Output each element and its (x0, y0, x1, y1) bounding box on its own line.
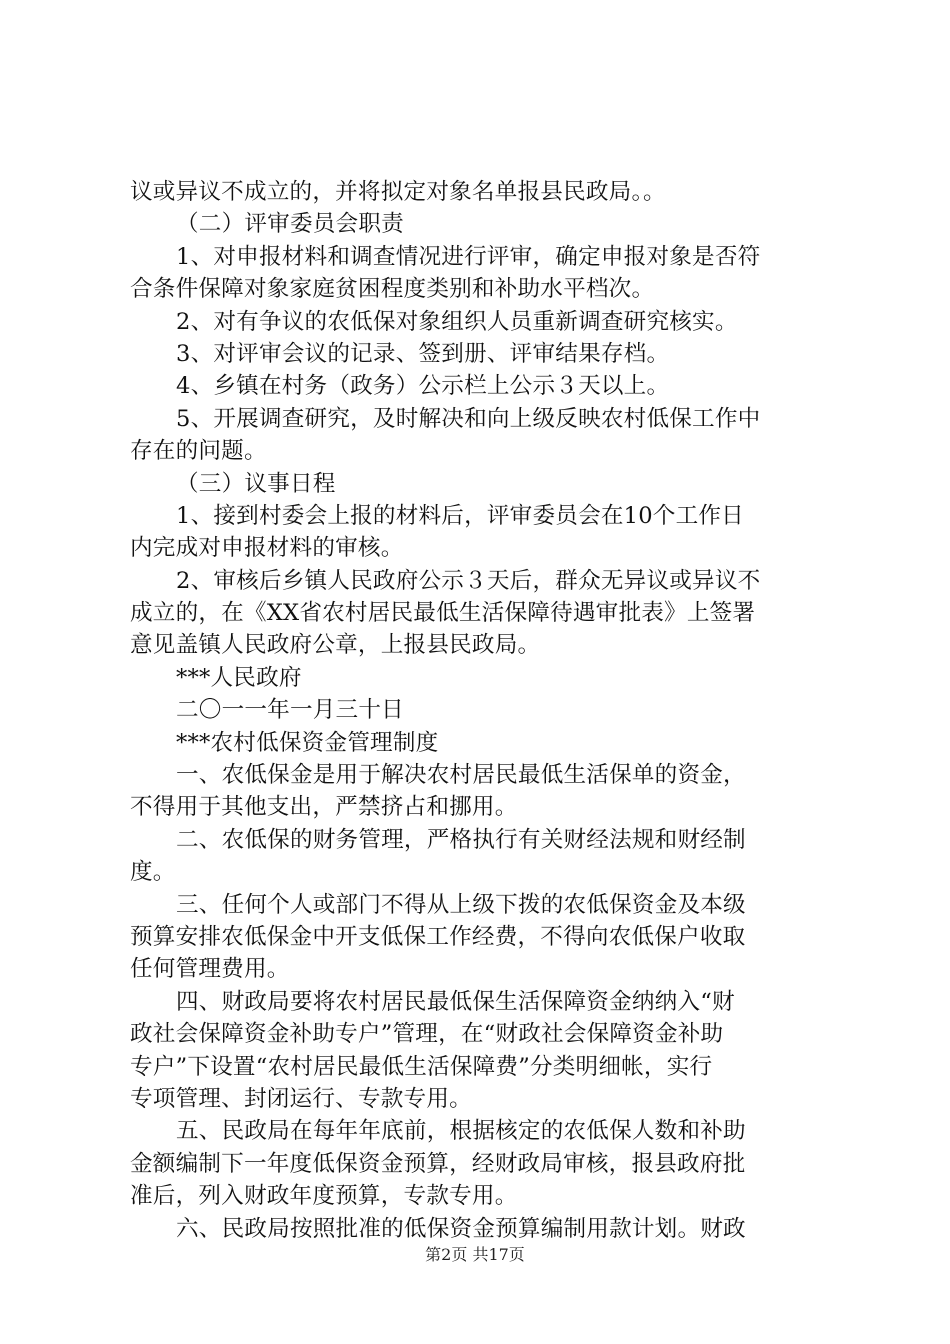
text-line: （三）议事日程 (176, 470, 336, 497)
text-line: 准后，列入财政年度预算，专款专用。 (130, 1183, 518, 1210)
text-line: 五、民政局在每年年底前，根据核定的农低保人数和补助 (176, 1118, 746, 1145)
page-footer: 第2页 共17页 (425, 1245, 525, 1264)
text-line: 三、任何个人或部门不得从上级下拨的农低保资金及本级 (176, 891, 746, 918)
text-line: 意见盖镇人民政府公章，上报县民政局。 (130, 632, 541, 659)
text-line: 2、审核后乡镇人民政府公示３天后，群众无异议或异议不 (176, 567, 761, 594)
text-line: 1、对申报材料和调查情况进行评审，确定申报对象是否符 (176, 243, 761, 270)
text-line: 3、对评审会议的记录、签到册、评审结果存档。 (176, 340, 670, 367)
text-line: 二〇一一年一月三十日 (176, 697, 404, 724)
text-line: ***农村低保资金管理制度 (176, 729, 439, 756)
text-line: 存在的问题。 (130, 438, 267, 465)
text-line: 六、民政局按照批准的低保资金预算编制用款计划。财政 (176, 1215, 746, 1242)
text-line: 四、财政局要将农村居民最低保生活保障资金纳纳入“财 (176, 988, 735, 1015)
text-line: 合条件保障对象家庭贫困程度类别和补助水平档次。 (130, 276, 655, 303)
text-line: （二）评审委员会职责 (176, 211, 404, 238)
text-line: 专户”下设置“农村居民最低生活保障费”分类明细帐，实行 (130, 1053, 713, 1080)
text-line: 预算安排农低保金中开支低保工作经费，不得向农低保户收取 (130, 923, 746, 950)
text-line: 1、接到村委会上报的材料后，评审委员会在10个工作日 (176, 502, 744, 529)
text-line: 2、对有争议的农低保对象组织人员重新调查研究核实。 (176, 308, 738, 335)
text-line: 任何管理费用。 (130, 956, 290, 983)
text-line: 专项管理、封闭运行、专款专用。 (130, 1085, 472, 1112)
text-line: 政社会保障资金补助专户”管理，在“财政社会保障资金补助 (130, 1021, 724, 1048)
text-line: ***人民政府 (176, 664, 302, 691)
text-line: 一、农低保金是用于解决农村居民最低生活保单的资金， (176, 762, 746, 789)
text-line: 不得用于其他支出，严禁挤占和挪用。 (130, 794, 518, 821)
text-line: 议或异议不成立的，并将拟定对象名单报县民政局。。 (130, 179, 666, 205)
text-line: 成立的，在《XX省农村居民最低生活保障待遇审批表》上签署 (130, 600, 756, 627)
text-line: 二、农低保的财务管理，严格执行有关财经法规和财经制 (176, 826, 746, 853)
text-line: 度。 (130, 859, 176, 886)
text-line: 5、开展调查研究，及时解决和向上级反映农村低保工作中 (176, 405, 761, 432)
text-line: 4、乡镇在村务（政务）公示栏上公示３天以上。 (176, 373, 670, 400)
text-line: 内完成对申报材料的审核。 (130, 535, 404, 562)
document-body (130, 176, 830, 1245)
text-line: 金额编制下一年度低保资金预算，经财政局审核，报县政府批 (130, 1150, 746, 1177)
